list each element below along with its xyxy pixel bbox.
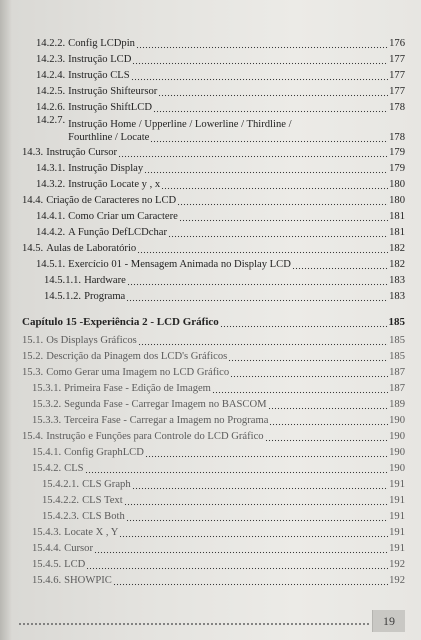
toc-entry bbox=[22, 363, 405, 379]
toc-entry bbox=[32, 539, 405, 555]
toc-leader-dots bbox=[153, 101, 388, 114]
toc-number: 14.2.4. bbox=[36, 70, 66, 81]
toc-leader-dots bbox=[126, 510, 388, 523]
toc-leader-dots bbox=[265, 430, 389, 443]
toc-page: 190 bbox=[389, 431, 405, 442]
toc-page: 181 bbox=[389, 211, 405, 222]
toc-title: Criação de Caracteres no LCD bbox=[46, 195, 177, 206]
toc-number: 14.5.1.1. bbox=[44, 275, 82, 286]
toc-page: 179 bbox=[389, 147, 405, 158]
toc-title: A Função DefLCDchar bbox=[68, 227, 167, 238]
toc-page: 190 bbox=[389, 463, 405, 474]
toc-title: Config GraphLCD bbox=[64, 447, 144, 458]
toc-number: 15.4.3. bbox=[32, 527, 62, 538]
toc-number: 14.5.1. bbox=[36, 259, 66, 270]
toc-number: 15.4.2. bbox=[32, 463, 62, 474]
toc-page: 185 bbox=[389, 351, 405, 362]
toc-entry bbox=[22, 331, 405, 347]
toc-entry bbox=[36, 175, 405, 191]
toc-title: Instrução ShiftLCD bbox=[68, 102, 152, 113]
toc-page: 179 bbox=[389, 163, 405, 174]
toc-entry bbox=[32, 443, 405, 459]
toc-leader-dots bbox=[119, 526, 388, 539]
toc-number: 15.4.2.1. bbox=[42, 479, 80, 490]
toc-leader-dots bbox=[179, 210, 388, 223]
toc-number: 14.5. bbox=[22, 243, 44, 254]
toc-title-block bbox=[68, 118, 389, 144]
toc-page: 183 bbox=[389, 291, 405, 302]
toc-page: 177 bbox=[389, 70, 405, 81]
toc-page: 177 bbox=[389, 86, 405, 97]
toc-leader-dots bbox=[127, 274, 388, 287]
toc-title: Locate X , Y bbox=[64, 527, 119, 538]
toc-leader-dots bbox=[220, 316, 388, 329]
toc-entry bbox=[22, 191, 405, 207]
toc-page: 176 bbox=[389, 38, 405, 49]
toc-entry bbox=[42, 507, 405, 523]
toc-page: 185 bbox=[388, 316, 405, 328]
toc-title: Segunda Fase - Carregar Imagem no BASCOM bbox=[64, 399, 267, 410]
toc-number: 15.3. bbox=[22, 367, 44, 378]
toc-title: Terceira Fase - Carregar a Imagem no Programa bbox=[64, 415, 269, 426]
toc-number: 15.4.5. bbox=[32, 559, 62, 570]
toc-title: Cursor bbox=[64, 543, 93, 554]
toc-leader-dots bbox=[136, 37, 388, 50]
toc-title: Config LCDpin bbox=[68, 38, 135, 49]
toc-entry bbox=[22, 427, 405, 443]
toc-entry bbox=[36, 159, 405, 175]
toc-entry bbox=[32, 395, 405, 411]
toc-title-line2: Fourthline / Locate bbox=[68, 132, 150, 143]
toc-entry bbox=[36, 82, 405, 98]
toc-entry bbox=[32, 411, 405, 427]
toc-number: 15.4.2.3. bbox=[42, 511, 80, 522]
toc-page: 187 bbox=[389, 383, 405, 394]
toc-page: 183 bbox=[389, 275, 405, 286]
toc-title: Instrução Locate y , x bbox=[68, 179, 161, 190]
toc-entry bbox=[32, 459, 405, 475]
toc-page: 189 bbox=[389, 399, 405, 410]
toc-entry bbox=[22, 347, 405, 363]
toc-entry bbox=[32, 379, 405, 395]
toc-title: Descrição da Pinagem dos LCD's Gráficos bbox=[46, 351, 228, 362]
toc-number: 14.2.7. bbox=[36, 115, 66, 126]
toc-page: 191 bbox=[389, 495, 405, 506]
toc-title: Como Criar um Caractere bbox=[68, 211, 178, 222]
toc-leader-dots bbox=[126, 290, 388, 303]
toc-leader-dots bbox=[268, 398, 389, 411]
toc-entry bbox=[44, 271, 405, 287]
toc-title: CLS Text bbox=[82, 495, 123, 506]
toc-number: 14.2.3. bbox=[36, 54, 66, 65]
toc-leader-dots bbox=[161, 178, 388, 191]
toc-number: 15.1. bbox=[22, 335, 44, 346]
toc-page: 177 bbox=[389, 54, 405, 65]
toc-title: Instrução Home / Upperline / Lowerline / Thirdline / bbox=[68, 119, 292, 130]
toc-title: Instrução Display bbox=[68, 163, 144, 174]
toc-leader-dots bbox=[86, 558, 388, 571]
toc-title: CLS Both bbox=[82, 511, 125, 522]
toc-title: Hardware bbox=[84, 275, 126, 286]
toc-leader-dots bbox=[292, 258, 388, 271]
toc-chapter-title: Experiência 2 - LCD Gráfico bbox=[83, 316, 219, 328]
footer-dotted-rule bbox=[18, 622, 370, 626]
toc-page: 190 bbox=[389, 447, 405, 458]
toc-title: Como Gerar uma Imagem no LCD Gráfico bbox=[46, 367, 230, 378]
toc-entry bbox=[42, 475, 405, 491]
toc-number: 14.4.2. bbox=[36, 227, 66, 238]
toc-page: 191 bbox=[389, 479, 405, 490]
toc-page: 182 bbox=[389, 259, 405, 270]
toc-number: 15.4.4. bbox=[32, 543, 62, 554]
toc-entry bbox=[32, 523, 405, 539]
toc-page: 180 bbox=[389, 179, 405, 190]
toc-title: Instrução Cursor bbox=[46, 147, 118, 158]
toc-page: 181 bbox=[389, 227, 405, 238]
toc-page: 191 bbox=[389, 527, 405, 538]
toc-number: 14.5.1.2. bbox=[44, 291, 82, 302]
toc-leader-dots bbox=[124, 494, 388, 507]
toc-number: 15.4.1. bbox=[32, 447, 62, 458]
toc-entry bbox=[36, 50, 405, 66]
toc-leader-dots bbox=[118, 146, 388, 159]
toc-title: CLS bbox=[64, 463, 84, 474]
toc-number: 15.3.1. bbox=[32, 383, 62, 394]
toc-title: Aulas de Laboratório bbox=[46, 243, 137, 254]
toc-chapter-number: Capítulo 15 - bbox=[22, 316, 84, 328]
page-number: 19 bbox=[372, 610, 405, 632]
toc-page: 187 bbox=[389, 367, 405, 378]
toc-number: 15.4.2.2. bbox=[42, 495, 80, 506]
toc-number: 15.3.2. bbox=[32, 399, 62, 410]
toc-entry bbox=[36, 223, 405, 239]
toc-number: 14.3. bbox=[22, 147, 44, 158]
toc-entry bbox=[32, 571, 405, 587]
toc-leader-dots bbox=[132, 53, 388, 66]
toc-leader-dots bbox=[131, 69, 388, 82]
toc-entry bbox=[36, 34, 405, 50]
toc-title: Programa bbox=[84, 291, 126, 302]
toc-leader-dots bbox=[177, 194, 388, 207]
toc-leader-dots bbox=[269, 414, 388, 427]
toc-leader-dots bbox=[94, 542, 388, 555]
toc-number: 14.4. bbox=[22, 195, 44, 206]
toc-title: LCD bbox=[64, 559, 86, 570]
toc-title: Instrução Shifteursor bbox=[68, 86, 158, 97]
toc-number: 15.3.3. bbox=[32, 415, 62, 426]
toc-leader-dots bbox=[132, 478, 388, 491]
toc-title: Instrução LCD bbox=[68, 54, 132, 65]
toc-leader-dots bbox=[168, 226, 388, 239]
toc-leader-dots bbox=[212, 382, 388, 395]
toc-page: 182 bbox=[389, 243, 405, 254]
toc-entry bbox=[36, 207, 405, 223]
toc-entry bbox=[22, 143, 405, 159]
toc-title: Primeira Fase - Edição de Imagem bbox=[64, 383, 211, 394]
toc-entry bbox=[32, 555, 405, 571]
toc-entry bbox=[44, 287, 405, 303]
toc-leader-dots bbox=[137, 242, 388, 255]
toc-title: Instrução CLS bbox=[68, 70, 130, 81]
toc-page: 180 bbox=[389, 195, 405, 206]
toc-page: 191 bbox=[389, 543, 405, 554]
toc-number: 15.2. bbox=[22, 351, 44, 362]
toc-number: 14.2.6. bbox=[36, 102, 66, 113]
toc-title: Os Displays Gráficos bbox=[46, 335, 137, 346]
toc-leader-dots bbox=[113, 574, 388, 587]
toc-number: 14.2.2. bbox=[36, 38, 66, 49]
toc-leader-dots bbox=[228, 350, 388, 363]
toc-number: 14.3.1. bbox=[36, 163, 66, 174]
toc-page: 192 bbox=[389, 575, 405, 586]
toc-entry bbox=[36, 114, 405, 144]
toc-entry bbox=[22, 239, 405, 255]
toc-leader-dots bbox=[145, 446, 388, 459]
toc-number: 15.4. bbox=[22, 431, 44, 442]
toc-entry bbox=[42, 491, 405, 507]
toc-number: 14.2.5. bbox=[36, 86, 66, 97]
toc-page: 178 bbox=[389, 132, 405, 143]
toc-page: 178 bbox=[389, 102, 405, 113]
toc-title: CLS Graph bbox=[82, 479, 131, 490]
toc-leader-dots bbox=[158, 85, 388, 98]
toc-page: 185 bbox=[389, 335, 405, 346]
toc-title: SHOWPIC bbox=[64, 575, 112, 586]
toc-title: Exercício 01 - Mensagem Animada no Display LCD bbox=[68, 259, 291, 270]
toc-page: 191 bbox=[389, 511, 405, 522]
toc-leader-dots bbox=[144, 162, 388, 175]
toc-chapter-entry bbox=[22, 313, 405, 329]
toc-page: 192 bbox=[389, 559, 405, 570]
toc-entry bbox=[36, 98, 405, 114]
toc-number: 15.4.6. bbox=[32, 575, 62, 586]
toc-page: 190 bbox=[389, 415, 405, 426]
toc-entry bbox=[36, 66, 405, 82]
toc-leader-dots bbox=[230, 366, 388, 379]
toc-number: 14.3.2. bbox=[36, 179, 66, 190]
toc-title: Instrução e Funções para Controle do LCD Gráfico bbox=[46, 431, 264, 442]
toc-number: 14.4.1. bbox=[36, 211, 66, 222]
toc-leader-dots bbox=[85, 462, 389, 475]
toc-leader-dots bbox=[138, 334, 388, 347]
toc-entry bbox=[36, 255, 405, 271]
